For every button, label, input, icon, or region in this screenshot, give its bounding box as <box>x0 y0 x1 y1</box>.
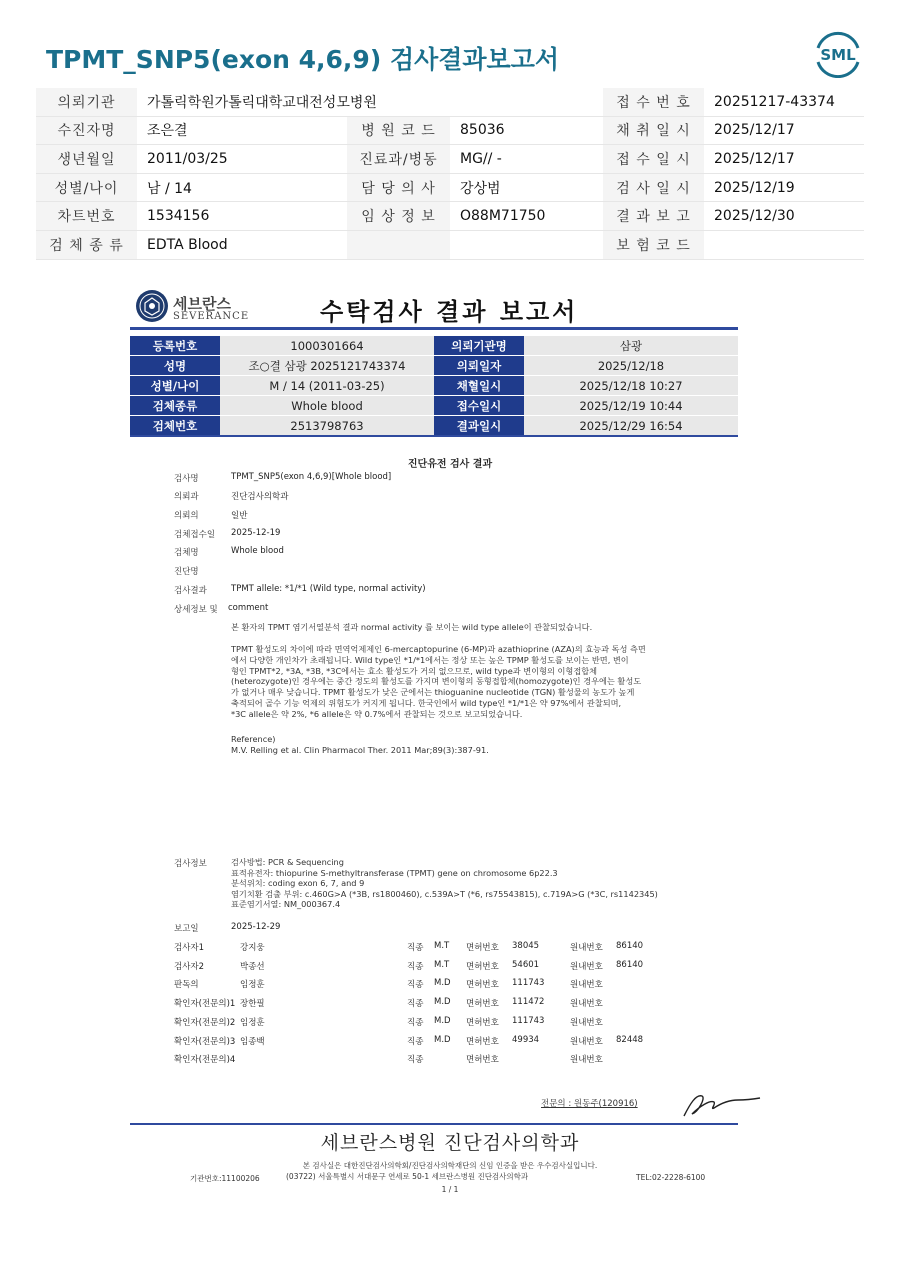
staff-lic-label: 면허번호 <box>466 1055 499 1066</box>
sml-logo <box>812 30 864 78</box>
test-info-line: 검사방법: PCR & Sequencing <box>231 857 344 867</box>
summary-label: 접수일시 <box>434 396 524 416</box>
info-row <box>36 88 864 116</box>
severance-report-title: 수탁검사 결과 보고서 <box>320 298 579 326</box>
test-info-line: 분석위치: coding exon 6, 7, and 9 <box>231 878 365 889</box>
severance-summary-table <box>130 336 738 435</box>
summary-label: 검체번호 <box>130 416 220 436</box>
test-info-line: 염기치환 검출 부위: c.460G>A (*3B, rs1800460), c.539A>T (*6, rs75543815), c.719A>G (*3C, rs1142345) <box>231 888 658 899</box>
staff-inh-label: 원내번호 <box>570 943 603 953</box>
footer-address: (03722) 서울특별시 서대문구 연세로 50-1 세브란스병원 진단검사의학과 <box>286 1172 529 1181</box>
comment-line: (heterozygote)인 경우에는 중간 정도의 활성도를 가지며 변이형의 동형접합체(homozygote)인 경우에는 활성도 <box>231 676 642 687</box>
staff-lic-label: 면허번호 <box>466 999 499 1010</box>
test-info <box>231 857 658 910</box>
staff-lic: 111743 <box>512 978 545 989</box>
test-info-line: 표적유전자: thiopurine S-methyltransferase (TPMT) gene on chromosome 6p22.3 <box>231 867 558 878</box>
summary-value: 1000301664 <box>220 336 434 356</box>
comment-line: 형인 TPMT*2, *3A, *3B, *3C에서는 효소 활성도가 거의 없으므로, wild type과 변이형의 이형접합체 <box>231 665 598 676</box>
staff-job-label: 직종 <box>407 1036 424 1047</box>
summary-label: 성별/나이 <box>130 376 220 396</box>
severance-emblem-icon <box>135 289 169 323</box>
staff-name: 박종선 <box>240 961 265 972</box>
staff-inh: 82448 <box>616 1034 644 1045</box>
staff-inh: 86140 <box>616 941 644 951</box>
info-value: 2025/12/30 <box>704 202 864 231</box>
result-label: 검체접수일 <box>174 530 216 540</box>
staff-lic-label: 면허번호 <box>466 1017 499 1028</box>
staff-job-label: 직종 <box>407 1055 424 1066</box>
table-divider <box>130 435 738 437</box>
staff-inh-label: 원내번호 <box>570 980 603 991</box>
staff-job: M.T <box>434 959 450 970</box>
summary-value: 2025/12/18 <box>524 356 738 376</box>
summary-value: 2025/12/29 16:54 <box>524 416 738 436</box>
info-row <box>36 173 864 202</box>
result-value: 2025-12-19 <box>231 528 281 538</box>
result-label: 의뢰의 <box>174 511 199 521</box>
summary-value: 삼광 <box>524 336 738 356</box>
staff-inh-label: 원내번호 <box>570 1036 603 1047</box>
summary-row <box>130 336 738 356</box>
summary-label: 결과일시 <box>434 416 524 436</box>
info-label: 의뢰기관 <box>36 88 137 116</box>
top-divider <box>130 327 738 330</box>
info-label: 진료과/병동 <box>347 145 450 174</box>
result-value: comment <box>228 603 269 613</box>
comment-line: 에서 다양한 개인차가 초래됩니다. Wild type인 *1/*1에서는 정상 또는 높은 TPMP 활성도를 보이는 반면, 변이 <box>231 654 629 665</box>
staff-role: 확인자(전문의)4 <box>174 1055 236 1066</box>
footer-institution-code: 기관번호:11100206 <box>190 1174 260 1183</box>
summary-row <box>130 396 738 416</box>
staff-lic: 49934 <box>512 1034 540 1045</box>
staff-job: M.D <box>434 1015 451 1026</box>
comment-line: 축적되어 골수 기능 억제의 위험도가 커지게 됩니다. 한국인에서 wild type인 *1/*1은 약 97%에서 관찰되며, <box>231 697 622 708</box>
test-info-label: 검사정보 <box>174 859 207 869</box>
info-value: EDTA Blood <box>137 230 347 259</box>
info-label: 생년월일 <box>36 145 137 174</box>
result-label: 검사결과 <box>174 586 207 596</box>
info-label: 병 원 코 드 <box>347 116 450 145</box>
info-label: 성별/나이 <box>36 173 137 202</box>
summary-label: 등록번호 <box>130 336 220 356</box>
signature <box>680 1088 764 1120</box>
staff-role: 확인자(전문의)2 <box>174 1017 236 1028</box>
info-value <box>450 230 603 259</box>
staff-job: M.D <box>434 978 451 989</box>
staff-job-label: 직종 <box>407 943 424 953</box>
info-label: 차트번호 <box>36 202 137 231</box>
info-value <box>704 230 864 259</box>
summary-value: 2025/12/19 10:44 <box>524 396 738 416</box>
info-value: 2011/03/25 <box>137 145 347 174</box>
info-label: 담 당 의 사 <box>347 173 450 202</box>
info-label: 접 수 번 호 <box>603 88 704 116</box>
staff-name: 장한필 <box>240 999 265 1010</box>
summary-label: 의뢰기관명 <box>434 336 524 356</box>
result-value: TPMT_SNP5(exon 4,6,9)[Whole blood] <box>231 472 392 482</box>
info-value: 85036 <box>450 116 603 145</box>
result-value: 일반 <box>231 511 248 521</box>
staff-lic: 111743 <box>512 1015 545 1026</box>
sml-logo-text: SML <box>820 46 856 64</box>
staff-inh-label: 원내번호 <box>570 1017 603 1028</box>
staff-lic-label: 면허번호 <box>466 961 499 972</box>
summary-label: 성명 <box>130 356 220 376</box>
info-value: 2025/12/19 <box>704 173 864 202</box>
summary-row <box>130 376 738 396</box>
summary-label: 채혈일시 <box>434 376 524 396</box>
info-label: 수진자명 <box>36 116 137 145</box>
footer-department: 세브란스병원 진단검사의학과 <box>320 1132 580 1154</box>
info-value: 가톨릭학원가톨릭대학교대전성모병원 <box>137 88 603 116</box>
report-title: TPMT_SNP5(exon 4,6,9) 검사결과보고서 <box>46 45 559 74</box>
section-title: 진단유전 검사 결과 <box>407 459 493 470</box>
staff-job-label: 직종 <box>407 961 424 972</box>
staff-inh-label: 원내번호 <box>570 1055 603 1066</box>
info-value: 강상범 <box>450 173 603 202</box>
staff-name: 강지웅 <box>240 943 265 953</box>
staff-name: 임정훈 <box>240 980 265 991</box>
result-value: 진단검사의학과 <box>231 492 289 502</box>
info-row <box>36 230 864 259</box>
info-value: O88M71750 <box>450 202 603 231</box>
footer-tel: TEL:02-2228-6100 <box>636 1173 706 1182</box>
info-label: 접 수 일 시 <box>603 145 704 174</box>
patient-info-table <box>36 88 864 260</box>
summary-value: 2513798763 <box>220 416 434 436</box>
info-value: 조은결 <box>137 116 347 145</box>
info-label: 검 사 일 시 <box>603 173 704 202</box>
report-date-label: 보고일 <box>174 924 199 934</box>
staff-lic-label: 면허번호 <box>466 1036 499 1047</box>
info-row <box>36 116 864 145</box>
test-info-line: 표준염기서열: NM_000367.4 <box>231 899 341 910</box>
result-label: 상세정보 및 <box>174 605 218 615</box>
info-value: MG// - <box>450 145 603 174</box>
info-value: 2025/12/17 <box>704 145 864 174</box>
staff-job: M.T <box>434 941 450 951</box>
info-value: 2025/12/17 <box>704 116 864 145</box>
info-label <box>347 230 450 259</box>
summary-value: Whole blood <box>220 396 434 416</box>
info-label: 임 상 정 보 <box>347 202 450 231</box>
staff-job-label: 직종 <box>407 1017 424 1028</box>
staff-name: 임종백 <box>240 1036 265 1047</box>
result-label: 검체명 <box>174 548 199 558</box>
result-label: 의뢰과 <box>174 492 199 502</box>
staff-name: 임정훈 <box>240 1017 265 1028</box>
severance-name-ko: 세브란스 <box>173 295 231 313</box>
result-value: TPMT allele: *1/*1 (Wild type, normal activity) <box>231 584 426 594</box>
staff-lic: 111472 <box>512 997 545 1008</box>
comment-line: TPMT 활성도의 차이에 따라 면역억제제인 6-mercaptopurine (6-MP)과 azathioprine (AZA)의 효능과 독성 측면 <box>231 644 646 654</box>
staff-lic: 54601 <box>512 959 540 970</box>
staff-job-label: 직종 <box>407 980 424 991</box>
info-label: 보 험 코 드 <box>603 230 704 259</box>
staff-lic-label: 면허번호 <box>466 943 499 953</box>
reference-label: Reference) <box>231 734 276 744</box>
summary-value: M / 14 (2011-03-25) <box>220 376 434 396</box>
report-date: 2025-12-29 <box>231 922 281 932</box>
info-label: 결 과 보 고 <box>603 202 704 231</box>
staff-role: 검사자2 <box>174 961 205 972</box>
comment-line: *3C allele은 약 2%, *6 allele은 약 0.7%에서 관찰되는 것으로 보고되었습니다. <box>231 708 523 719</box>
info-value: 20251217-43374 <box>704 88 864 116</box>
summary-value: 조○결 삼광 2025121743374 <box>220 356 434 376</box>
footer-certification: 본 검사실은 대한진단검사의학회/진단검사의학재단의 신임 인증을 받은 우수검사실입니다. <box>302 1161 598 1170</box>
info-value: 남 / 14 <box>137 173 347 202</box>
staff-job: M.D <box>434 1034 451 1045</box>
result-value: Whole blood <box>231 546 284 556</box>
summary-label: 검체종류 <box>130 396 220 416</box>
info-row <box>36 145 864 174</box>
comment-paragraph <box>231 644 646 720</box>
specialist-name: 전문의 : 원동주(120916) <box>541 1099 638 1109</box>
staff-job-label: 직종 <box>407 999 424 1010</box>
staff-role: 확인자(전문의)3 <box>174 1036 236 1047</box>
severance-name-en: SEVERANCE <box>173 311 250 322</box>
reference: M.V. Relling et al. Clin Pharmacol Ther. 2011 Mar;89(3):387-91. <box>231 745 489 755</box>
summary-row <box>130 356 738 376</box>
info-label: 검 체 종 류 <box>36 230 137 259</box>
staff-inh-label: 원내번호 <box>570 961 603 972</box>
staff-role: 판독의 <box>174 980 199 991</box>
summary-label: 의뢰일자 <box>434 356 524 376</box>
info-row <box>36 202 864 231</box>
result-label: 검사명 <box>174 474 199 484</box>
info-label: 채 취 일 시 <box>603 116 704 145</box>
comment-line: 가 없거나 매우 낮습니다. TPMT 활성도가 낮은 군에서는 thioguanine nucleotide (TGN) 활성물의 농도가 높게 <box>231 687 635 698</box>
result-label: 진단명 <box>174 567 199 577</box>
staff-inh-label: 원내번호 <box>570 999 603 1010</box>
summary-row <box>130 416 738 436</box>
page-number: 1 / 1 <box>441 1185 459 1194</box>
staff-lic: 38045 <box>512 941 540 951</box>
footer-divider <box>130 1123 738 1125</box>
staff-role: 검사자1 <box>174 943 205 953</box>
staff-role: 확인자(전문의)1 <box>174 999 236 1010</box>
staff-inh: 86140 <box>616 959 644 970</box>
staff-lic-label: 면허번호 <box>466 980 499 991</box>
staff-job: M.D <box>434 997 451 1008</box>
comment-first: 본 환자의 TPMT 염기서열분석 결과 normal activity 를 보이는 wild type allele이 관찰되었습니다. <box>231 622 593 632</box>
summary-value: 2025/12/18 10:27 <box>524 376 738 396</box>
info-value: 1534156 <box>137 202 347 231</box>
